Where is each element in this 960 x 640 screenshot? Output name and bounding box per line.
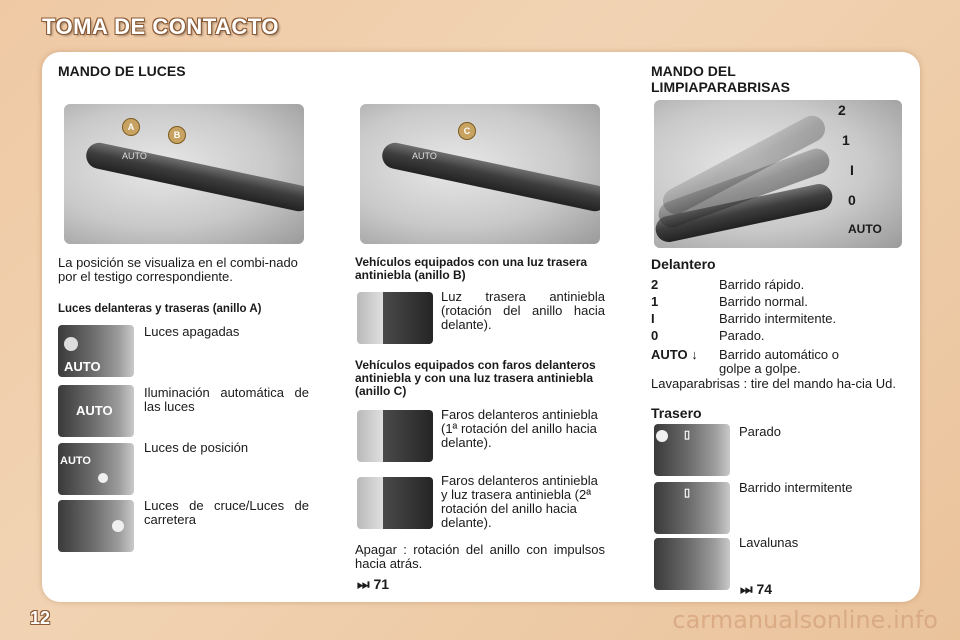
wiper-pos-0: 0	[848, 192, 856, 208]
ring-c-label: C	[458, 122, 476, 140]
rear-wiper-off-thumb: ▯	[654, 424, 730, 476]
wiper-pos-auto: AUTO	[848, 222, 882, 236]
front-fog-1-label: Faros delanteros antiniebla (1ª rotación del anillo hacia delante).	[441, 407, 598, 450]
lights-beam-label: Luces de cruce/Luces de carretera	[144, 498, 309, 527]
fog-page-ref[interactable]: ⏭ 71	[357, 576, 390, 592]
rear-washer-label: Lavalunas	[739, 535, 799, 550]
lights-heading: MANDO DE LUCES	[58, 63, 186, 79]
lights-position-label: Luces de posición	[144, 440, 249, 455]
wiper-row: AUTO ↓ Barrido automático o golpe a golpe.	[651, 347, 839, 376]
fast-forward-icon: ⏭	[357, 576, 370, 592]
light-stalk-photo	[64, 104, 304, 244]
wipers-heading-line1: MANDO DEL	[651, 63, 736, 79]
ring-a-title: Luces delanteras y traseras (anillo A)	[58, 303, 262, 315]
watermark: carmanualsonline.info	[672, 606, 938, 634]
wiper-pos-2: 2	[838, 102, 846, 118]
rear-wiper-off-label: Parado	[739, 424, 781, 439]
front-wiper-list	[651, 278, 901, 376]
rear-fog-label: Luz trasera antiniebla (rotación del anillo hacia delante).	[441, 289, 605, 332]
rear-fog-thumb	[357, 292, 433, 344]
lights-position-thumb: AUTO	[58, 443, 134, 495]
lights-auto-thumb: AUTO	[58, 385, 134, 437]
wiper-row: I Barrido intermitente.	[651, 311, 837, 326]
rear-wiper-intermittent-label: Barrido intermitente	[739, 480, 853, 495]
wipers-heading-line2: LIMPIAPARABRISAS	[651, 79, 790, 95]
lights-intro: La posición se visualiza en el combi-nado por el testigo correspondiente.	[58, 255, 298, 284]
wiper-row: 0 Parado.	[651, 328, 765, 343]
fast-forward-icon: ⏭	[740, 581, 753, 597]
ring-b-label: B	[168, 126, 186, 144]
front-fog-2-thumb	[357, 477, 433, 529]
fog-stalk-auto-text: AUTO	[412, 151, 437, 161]
rear-wiper-title: Trasero	[651, 405, 702, 421]
wiper-pos-1: 1	[842, 132, 850, 148]
wiper-row: 2 Barrido rápido.	[651, 277, 805, 292]
down-arrow-icon: ↓	[691, 347, 698, 362]
ring-a-label: A	[122, 118, 140, 136]
wiper-row: 1 Barrido normal.	[651, 294, 808, 309]
front-fog-2-label: Faros delanteros antiniebla y luz trasera antiniebla (2ª rotación del anillo hacia delante).	[441, 473, 598, 530]
washer-note: Lavaparabrisas : tire del mando ha-cia Ud.	[651, 376, 896, 391]
fog-off-note: Apagar : rotación del anillo con impulsos hacia atrás.	[355, 542, 605, 571]
lights-off-thumb: AUTO	[58, 325, 134, 377]
front-fog-heading: Vehículos equipados con faros delanteros antiniebla y con una luz trasera antiniebla (anillo C)	[355, 358, 596, 398]
page-number: 12	[30, 608, 51, 628]
front-fog-1-thumb	[357, 410, 433, 462]
lights-off-label: Luces apagadas	[144, 324, 240, 339]
wiper-pos-i: I	[850, 162, 854, 178]
page-title: TOMA DE CONTACTO	[42, 14, 279, 39]
fog-stalk-photo	[360, 104, 600, 244]
wiper-stalk-photo	[654, 100, 902, 248]
lights-auto-label: Iluminación automática de las luces	[144, 385, 309, 414]
stalk-auto-text: AUTO	[122, 151, 147, 161]
rear-fog-heading: Vehículos equipados con una luz trasera antiniebla (anillo B)	[355, 255, 588, 282]
rear-washer-thumb	[654, 538, 730, 590]
front-wiper-title: Delantero	[651, 256, 716, 272]
wiper-page-ref[interactable]: ⏭ 74	[740, 581, 773, 597]
lights-beam-thumb	[58, 500, 134, 552]
rear-wiper-intermittent-thumb: ▯	[654, 482, 730, 534]
